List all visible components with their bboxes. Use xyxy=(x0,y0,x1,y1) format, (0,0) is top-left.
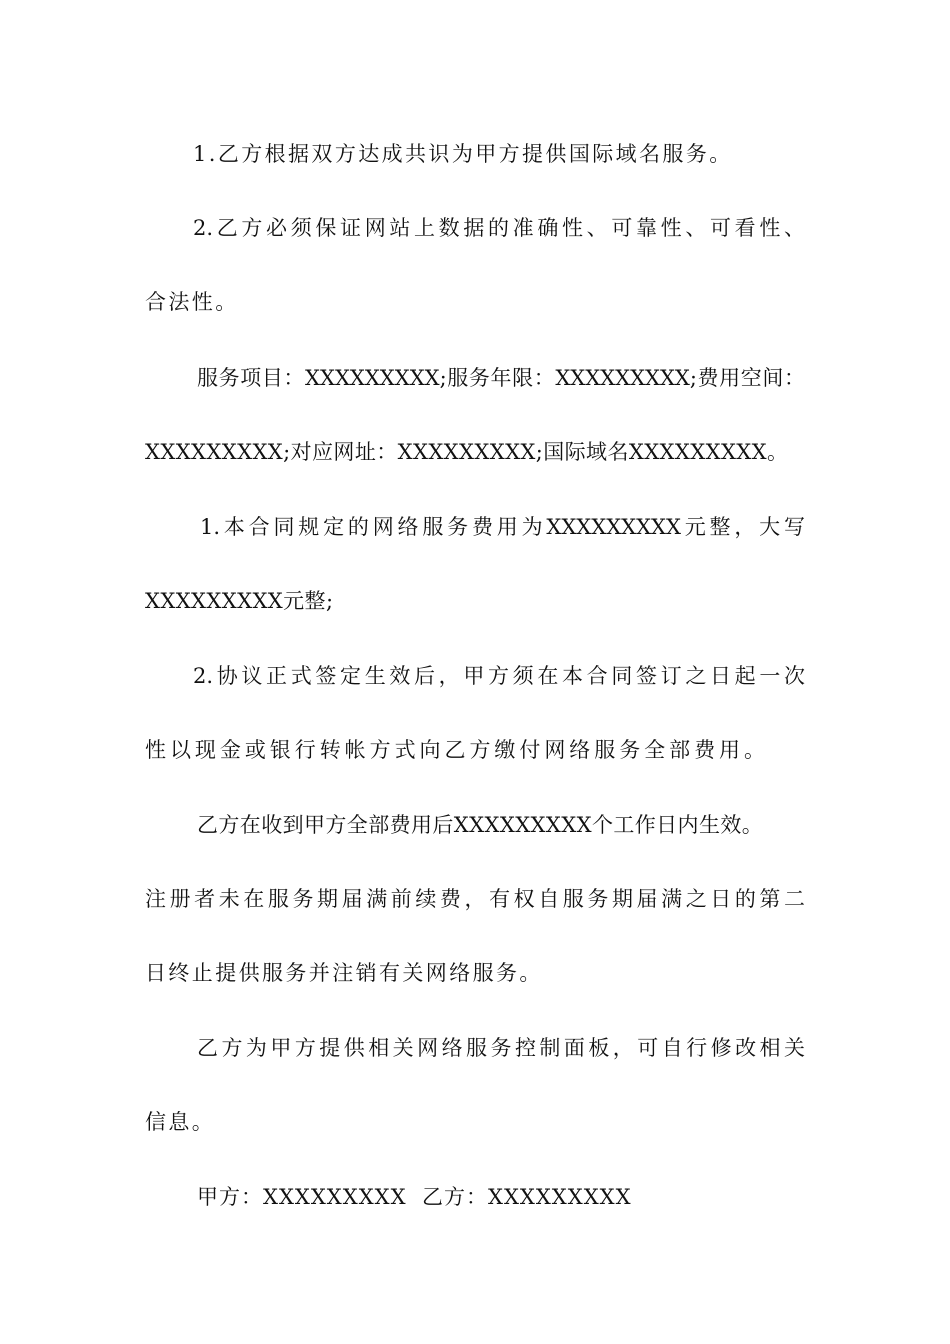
renewal-clause-line-1: 注册者未在服务期届满前续费，有权自服务期届满之日的第二 xyxy=(145,887,805,911)
service-items-line-2: XXXXXXXXX;对应网址：XXXXXXXXX;国际域名XXXXXXXXX。 xyxy=(145,440,789,464)
clause-2-line-2: 合法性。 xyxy=(145,290,239,314)
service-items-line-1: 服务项目：XXXXXXXXX;服务年限：XXXXXXXXX;费用空间： xyxy=(197,366,805,390)
fee-clause-2-line-1: 2.协议正式签定生效后，甲方须在本合同签订之日起一次 xyxy=(193,664,805,688)
clause-1-line-1: 1.乙方根据双方达成共识为甲方提供国际域名服务。 xyxy=(193,142,733,166)
control-panel-clause-line-2: 信息。 xyxy=(145,1110,216,1134)
party-b-signature: 乙方：XXXXXXXXX xyxy=(422,1185,632,1209)
effective-clause-line: 乙方在收到甲方全部费用后XXXXXXXXX个工作日内生效。 xyxy=(197,813,764,837)
party-a-signature: 甲方：XXXXXXXXX xyxy=(197,1185,407,1209)
control-panel-clause-line-1: 乙方为甲方提供相关网络服务控制面板，可自行修改相关 xyxy=(197,1036,805,1060)
fee-clause-1-line-1: 1.本合同规定的网络服务费用为XXXXXXXXX元整，大写 xyxy=(200,515,805,539)
renewal-clause-line-2: 日终止提供服务并注销有关网络服务。 xyxy=(145,961,543,985)
fee-clause-2-line-2: 性以现金或银行转帐方式向乙方缴付网络服务全部费用。 xyxy=(145,738,765,762)
fee-clause-1-line-2: XXXXXXXXX元整; xyxy=(145,589,334,613)
clause-2-line-1: 2.乙方必须保证网站上数据的准确性、可靠性、可看性、 xyxy=(193,216,805,240)
